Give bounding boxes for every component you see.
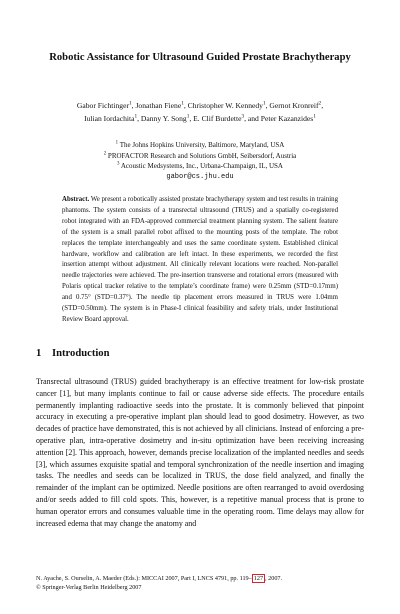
author-name: Gernot Kronreif$^2$ — [269, 100, 322, 110]
author-affiliation-mark: 2 — [318, 100, 322, 107]
author-line-1: Gabor Fichtinger$^1$, Jonathan Fiene$^1$, Christopher W. Kennedy$^1$, Gernot Kronreif$^2$, — [76, 100, 324, 110]
author-name: Christopher W. Kennedy$^1$ — [187, 100, 266, 110]
citation-line: N. Ayache, S. Ourselin, A. Maeder (Eds.): MICCAI 2007, Part I, LNCS 4791, pp. 119– 127 , 2007. — [36, 575, 283, 582]
author-name: Danny Y. Song$^1$ — [140, 113, 190, 123]
author-affiliation-mark: 1 — [313, 113, 316, 120]
affiliation-2: $^2$ PROFACTOR Research and Solutions GmbH, Seibersdorf, Austria — [103, 151, 297, 160]
copyright-line: © Springer-Verlag Berlin Heidelberg 2007 — [36, 583, 142, 591]
abstract-label: Abstract. — [62, 196, 90, 203]
page-range-end: 127 — [253, 575, 264, 582]
affiliation-1: $^1$ The Johns Hopkins University, Baltimore, Maryland, USA — [115, 140, 285, 149]
author-list — [30, 99, 370, 125]
contact-email: gabor@cs.jhu.edu — [166, 172, 234, 181]
author-affiliation-mark: 1 — [128, 100, 132, 107]
author-name: Jonathan Fiene$^1$ — [135, 100, 184, 110]
author-affiliation-mark: 1 — [262, 100, 266, 107]
affiliations — [40, 140, 360, 182]
author-affiliation-mark: 3 — [241, 113, 245, 120]
author-affiliation-mark: 1 — [134, 113, 138, 120]
author-line-2: Iulian Iordachita$^1$, Danny Y. Song$^1$, E. Clif Burdette$^3$, and Peter Kazanzides$^1$ — [84, 113, 316, 123]
author-name: Gabor Fichtinger$^1$ — [76, 100, 132, 110]
paper-title: Robotic Assistance for Ultrasound Guided Prostate Brachytherapy — [49, 52, 351, 63]
abstract-text: We present a robotically assisted prostate brachytherapy system and test results in training phantoms. The system consists of a transrectal ultrasound (TRUS) and a spatially co-registered robot integrated with an FDA-approved commercial treatment planning system. The salient feature of the system is a small parallel robot affixed to the mounting posts of the template. The robot replaces the template interchangeably and uses the same coordinate system. Established clinical hardware, workflow and calibration are left intact. In these experiments, we recorded the first insertion attempt without adjustment. All clinically relevant locations were reached. Non-parallel needle trajectories were achieved. The pre-insertion transverse and rotational errors (measured with Polaris optical tracker relative to the template’s coordinate frame) were 0.25mm (STD=0.17mm) and 0.75° (STD=0.37°). The needle tip placement errors measured in TRUS were 1.04mm (STD=0.50mm). The system is in Phase-I clinical feasibility and safety trials, under Institutional Review Board approval. — [62, 196, 338, 323]
footer — [36, 575, 364, 593]
author-name: Peter Kazanzides$^1$ — [260, 113, 316, 123]
abstract — [62, 195, 338, 326]
section-title: Introduction — [52, 348, 110, 359]
intro-paragraph: Transrectal ultrasound (TRUS) guided brachytherapy is an effective treatment for low-risk prostate cancer [1], but many implants continue to fail or cause adverse side effects. The procedure entails permanently implanting radioactive seeds into the prostate. It is commonly believed that pinpoint accuracy in executing a pre-operative implant plan should lead to good dosimetry. However, as two decades of practice have demonstrated, this is not achieved by all clinicians. Instead of enforcing a pre-operative plan, intra-operative dosimetry and in-situ optimization have been receiving increasing attention [2]. This approach, however, demands precise localization of the implanted needles and seeds [3], which assumes exquisite spatial and temporal synchronization of the needle insertion and imaging tasks. The needles and seeds can be localized in TRUS, the dose field analyzed, and finally the remainder of the implant can be optimized. Needle positions are often rearranged to avoid overdosing and/or seeds added to fill cold spots. This, however, is a repetitive manual process that is prone to human operator errors and consumes valuable time in the operating room. Time delays may allow for increased edema that may change the anatomy and — [36, 377, 364, 528]
author-affiliation-mark: 1 — [181, 100, 184, 107]
author-name: E. Clif Burdette$^3$ — [193, 113, 245, 123]
author-affiliation-mark: 1 — [186, 113, 190, 120]
author-name: Iulian Iordachita$^1$ — [84, 113, 138, 123]
affiliation-3: $^3$ Acoustic Medsystems, Inc., Urbana-Champaign, IL, USA — [117, 161, 283, 170]
section-heading — [36, 348, 110, 359]
section-number: 1 — [36, 348, 42, 359]
